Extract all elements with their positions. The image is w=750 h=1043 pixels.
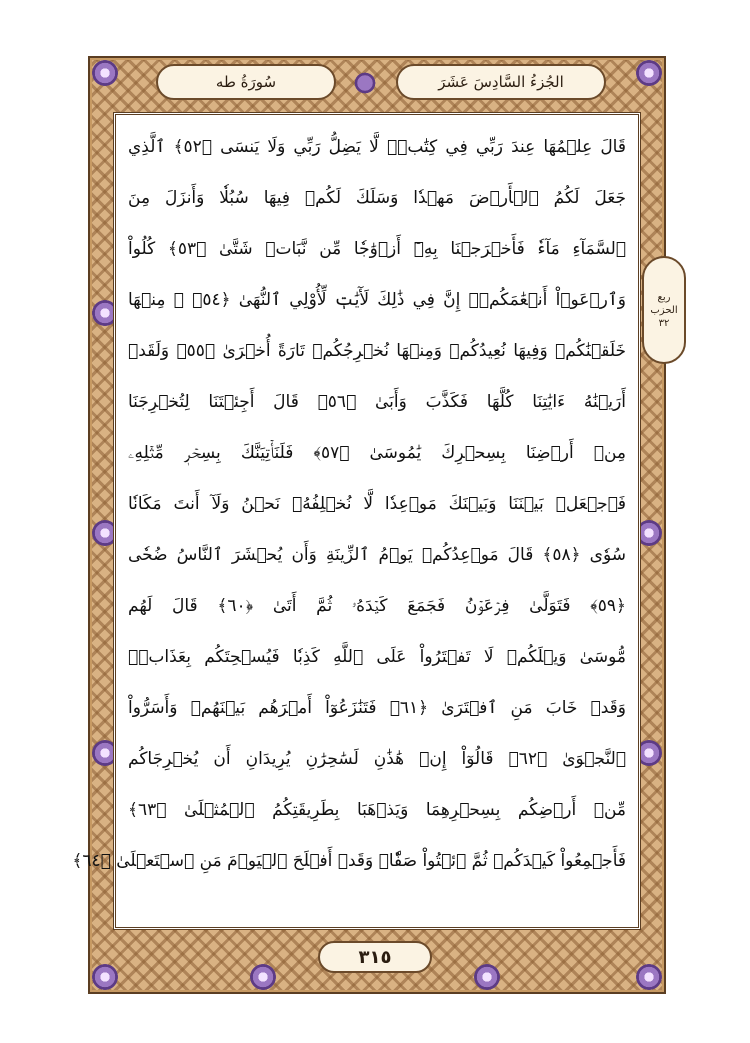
juz-name: الجُزءُ السَّادِسَ عَشَرَ — [438, 73, 564, 91]
verse-line: فَٱجۡعَلۡ بَيۡنَنَا وَبَيۡنَكَ مَوۡعِدٗا لَّا نُخۡلِفُهُۥ نَحۡنُ وَلَآ أَنتَ مَكَانٗا — [128, 494, 626, 514]
verse-line: سُوٗى ﴿٥٨﴾ قَالَ مَوۡعِدُكُمۡ يَوۡمُ ٱلزِّينَةِ وَأَن يُحۡشَرَ ٱلنَّاسُ ضُحٗى — [128, 545, 626, 565]
verse-line: جَعَلَ لَكُمُ ٱلۡأَرۡضَ مَهۡدٗا وَسَلَكَ لَكُمۡ فِيهَا سُبُلٗا وَأَنزَلَ مِنَ — [128, 188, 626, 208]
verse-line: أَرَيۡنَٰهُ ءَايَٰتِنَا كُلَّهَا فَكَذَّبَ وَأَبَىٰ ﴿٥٦﴾ قَالَ أَجِئۡتَنَا لِتُخۡرِجَنَا — [128, 392, 627, 412]
surah-name-header — [156, 64, 336, 100]
verse-line: قَالَ عِلۡمُهَا عِندَ رَبِّي فِي كِتَٰبٖۖ لَّا يَضِلُّ رَبِّي وَلَا يَنسَى ﴿٥٢﴾ ٱلَّذِي — [128, 137, 626, 157]
verse-line: فَأَجۡمِعُواْ كَيۡدَكُمۡ ثُمَّ ٱئۡتُواْ صَفّٗاۚ وَقَدۡ أَفۡلَحَ ٱلۡيَوۡمَ مَنِ ٱسۡتَعۡلَىٰ ﴿٦٤﴾ — [72, 851, 626, 871]
verse-line: وَقَدۡ خَابَ مَنِ ٱفۡتَرَىٰ ﴿٦١﴾ فَتَنَٰزَعُوٓاْ أَمۡرَهُم بَيۡنَهُمۡ وَأَسَرُّواْ — [128, 698, 626, 718]
verse-line: ٱلسَّمَآءِ مَآءٗ فَأَخۡرَجۡنَا بِهِۦٓ أَزۡوَٰجٗا مِّن نَّبَاتٖ شَتَّىٰ ﴿٥٣﴾ كُلُواْ — [128, 239, 626, 259]
verse-line: مِنۡ أَرۡضِنَا بِسِحۡرِكَ يَٰمُوسَىٰ ﴿٥٧﴾ فَلَنَأۡتِيَنَّكَ بِسِحۡرٖ مِّثۡلِهِۦ — [128, 443, 626, 463]
hizb-quarter: ربع — [657, 291, 671, 303]
verse-line: وَٱرۡعَوۡاْ أَنۡعَٰمَكُمۡۚ إِنَّ فِي ذَٰلِكَ لَأٓيَٰتٖ لِّأُوْلِي ٱلنُّهَىٰ ﴿٥٤﴾ ۞ مِنۡهَا — [128, 290, 627, 310]
hizb-marker — [642, 256, 686, 364]
verse-line: مِّنۡ أَرۡضِكُم بِسِحۡرِهِمَا وَيَذۡهَبَا بِطَرِيقَتِكُمُ ٱلۡمُثۡلَىٰ ﴿٦٣﴾ — [128, 800, 626, 820]
rosette-icon — [250, 964, 276, 990]
rosette-icon — [474, 964, 500, 990]
verse-line: ٱلنَّجۡوَىٰ ﴿٦٢﴾ قَالُوٓاْ إِنۡ هَٰذَٰنِ لَسَٰحِرَٰنِ يُرِيدَانِ أَن يُخۡرِجَاكُم — [128, 749, 626, 769]
surah-name: سُورَةُ طه — [215, 73, 277, 91]
page-number: ٣١٥ — [358, 946, 392, 968]
juz-header — [396, 64, 606, 100]
page-number-box — [318, 941, 432, 973]
rosette-icon — [92, 964, 118, 990]
verse-line: مُّوسَىٰ وَيۡلَكُمۡ لَا تَفۡتَرُواْ عَلَى ٱللَّهِ كَذِبٗا فَيُسۡحِتَكُم بِعَذَابٖۖ — [128, 647, 626, 667]
hizb-label: الحزب — [650, 304, 678, 316]
verse-line: خَلَقۡنَٰكُمۡ وَفِيهَا نُعِيدُكُمۡ وَمِنۡهَا نُخۡرِجُكُمۡ تَارَةً أُخۡرَىٰ ﴿٥٥﴾ وَلَقَدۡ — [128, 341, 626, 361]
hizb-number: ٣٢ — [658, 317, 670, 329]
verse-line: ﴿٥٩﴾ فَتَوَلَّىٰ فِرۡعَوۡنُ فَجَمَعَ كَيۡدَهُۥ ثُمَّ أَتَىٰ ﴿٦٠﴾ قَالَ لَهُم — [128, 596, 626, 616]
rosette-icon — [636, 964, 662, 990]
verse-lines — [72, 122, 627, 887]
header-divider-icon — [352, 72, 378, 94]
rosette-icon — [92, 60, 118, 86]
rosette-icon — [636, 60, 662, 86]
